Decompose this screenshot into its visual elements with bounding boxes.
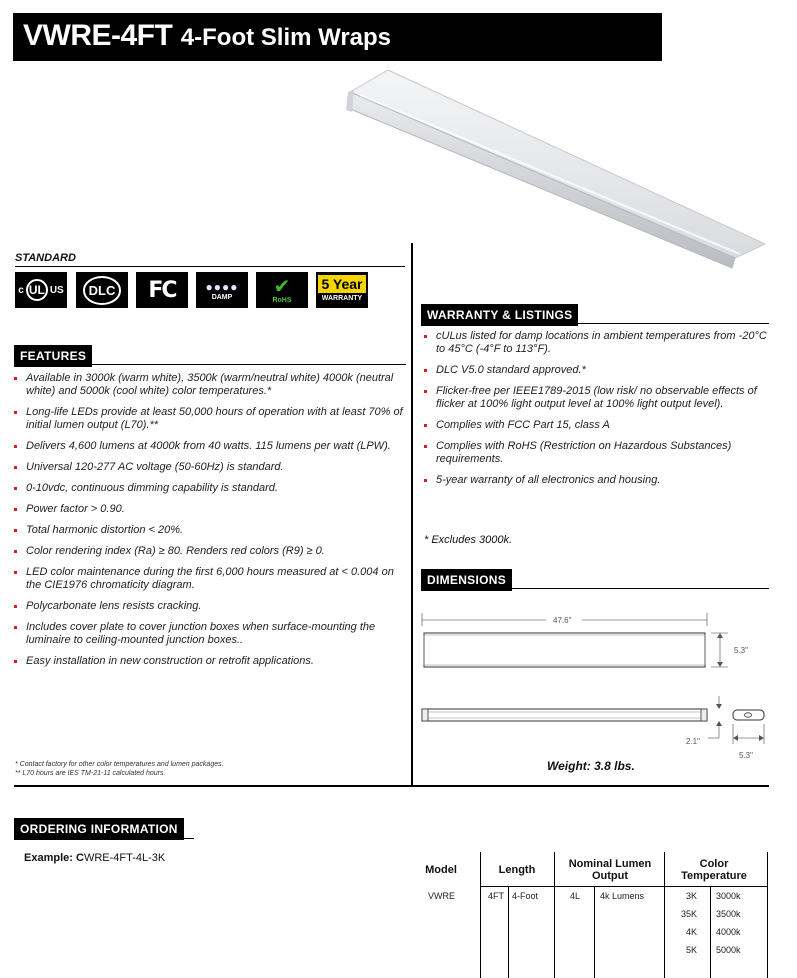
warranty-list — [424, 330, 774, 495]
example-code: WRE-4FT-4L-3K — [83, 852, 166, 864]
features-rule — [14, 364, 406, 365]
fcc-badge: FC — [136, 272, 188, 308]
table-header-rule — [480, 886, 768, 887]
header-color-line1: Color — [699, 858, 729, 870]
header-model: Model — [425, 864, 457, 876]
table-divider — [554, 852, 555, 978]
footnote: ** L70 hours are IES TM-21-11 calculated hours. — [15, 770, 166, 777]
title-bar — [13, 13, 662, 61]
color-desc: 3000k — [716, 891, 741, 901]
features-list — [14, 372, 406, 676]
color-desc: 4000k — [716, 927, 741, 937]
color-code: 5K — [686, 945, 698, 955]
end-width-dimension: 5.3" — [739, 751, 753, 760]
length-desc: 4-Foot — [512, 891, 539, 901]
water-drops-icon: ●●●● — [205, 279, 239, 294]
standard-divider — [15, 266, 405, 267]
list-item: Delivers 4,600 lumens at 4000k from 40 watts. 115 lumens per watt (LPW). — [14, 440, 406, 453]
table-divider — [710, 886, 711, 978]
table-divider — [480, 852, 481, 978]
color-desc: 5000k — [716, 945, 741, 955]
check-icon: ✔ — [273, 275, 291, 298]
list-item: Long-life LEDs provide at least 50,000 hours of operation with at least 70% of initial lumen output (L70).** — [14, 406, 406, 432]
dimensions-drawing — [416, 606, 776, 764]
list-item: Polycarbonate lens resists cracking. — [14, 600, 406, 613]
width-dimension: 5.3" — [734, 646, 748, 655]
ordering-heading: ORDERING INFORMATION — [14, 818, 184, 840]
table-divider — [594, 886, 595, 978]
list-item: LED color maintenance during the first 6,000 hours measured at < 0.004 on the CIE1976 chromaticity diagram. — [14, 566, 406, 592]
cul-us-listed-badge: c UL US — [15, 272, 67, 308]
example-code-prefix: C — [75, 852, 84, 864]
model-value: VWRE — [428, 891, 455, 901]
dimensions-rule — [421, 588, 769, 589]
column-divider — [411, 243, 413, 786]
list-item: Complies with RoHS (Restriction on Hazardous Substances) requirements. — [424, 440, 774, 466]
height-dimension: 2.1" — [686, 737, 700, 746]
list-item: Available in 3000k (warm white), 3500k (warm/neutral white) 4000k (neutral white) and 5000k (cool white) color temperatures.* — [14, 372, 406, 398]
dimensions-heading: DIMENSIONS — [421, 569, 512, 591]
ordering-example — [24, 852, 165, 864]
example-label: Example: — [24, 852, 73, 864]
color-code: 35K — [681, 909, 698, 919]
header-lumen-line2: Output — [591, 870, 629, 882]
header-length: Length — [498, 864, 536, 876]
list-item: 5-year warranty of all electronics and housing. — [424, 474, 774, 487]
list-item: Easy installation in new construction or retrofit applications. — [14, 655, 406, 668]
list-item: Flicker-free per IEEE1789-2015 (low risk/ no observable effects of flicker at 100% light output level at 100% light output level). — [424, 385, 774, 411]
section-divider — [14, 785, 769, 787]
dlc-badge: DLC — [76, 272, 128, 308]
list-item: DLC V5.0 standard approved.* — [424, 364, 774, 377]
list-item: cULus listed for damp locations in ambient temperatures from -20°C to 45°C (-4°F to 113°F). — [424, 330, 774, 356]
five-year-warranty-badge: 5 Year WARRANTY — [316, 272, 368, 308]
color-code: 3K — [686, 891, 698, 901]
feature-footnotes — [15, 760, 224, 778]
warranty-heading: WARRANTY & LISTINGS — [421, 304, 578, 326]
product-model: VWRE-4FT — [23, 19, 173, 52]
rohs-badge: ✔ RoHS — [256, 272, 308, 308]
footnote: * Contact factory for other color temperatures and lumen packages. — [15, 761, 224, 768]
header-lumen-line1: Nominal Lumen — [568, 858, 652, 870]
lumen-code: 4L — [570, 891, 581, 901]
length-dimension: 47.6" — [553, 616, 572, 625]
features-heading: FEATURES — [14, 345, 92, 367]
list-item: Power factor > 0.90. — [14, 503, 406, 516]
ordering-rule — [14, 838, 194, 839]
list-item: Complies with FCC Part 15, class A — [424, 419, 774, 432]
color-code: 4K — [686, 927, 698, 937]
table-divider — [508, 886, 509, 978]
product-name: 4-Foot Slim Wraps — [180, 24, 392, 51]
standard-label: STANDARD — [15, 252, 76, 264]
list-item: Color rendering index (Ra) ≥ 80. Renders red colors (R9) ≥ 0. — [14, 545, 406, 558]
weight: Weight: 3.8 lbs. — [547, 759, 635, 773]
list-item: Total harmonic distortion < 20%. — [14, 524, 406, 537]
list-item: 0-10vdc, continuous dimming capability is standard. — [14, 482, 406, 495]
ordering-table — [414, 852, 768, 978]
excludes-note: * Excludes 3000k. — [424, 534, 513, 546]
table-divider — [767, 852, 768, 978]
lumen-desc: 4k Lumens — [600, 891, 645, 901]
warranty-rule — [421, 323, 769, 324]
damp-location-badge: ●●●● DAMP — [196, 272, 248, 308]
product-image — [340, 62, 770, 272]
list-item: Includes cover plate to cover junction boxes when surface-mounting the luminaire to ceiling-mounted junction boxes.. — [14, 621, 406, 647]
table-divider — [664, 852, 665, 978]
list-item: Universal 120-277 AC voltage (50-60Hz) is standard. — [14, 461, 406, 474]
color-desc: 3500k — [716, 909, 741, 919]
header-color-line2: Temperature — [681, 870, 747, 882]
length-code: 4FT — [488, 891, 505, 901]
